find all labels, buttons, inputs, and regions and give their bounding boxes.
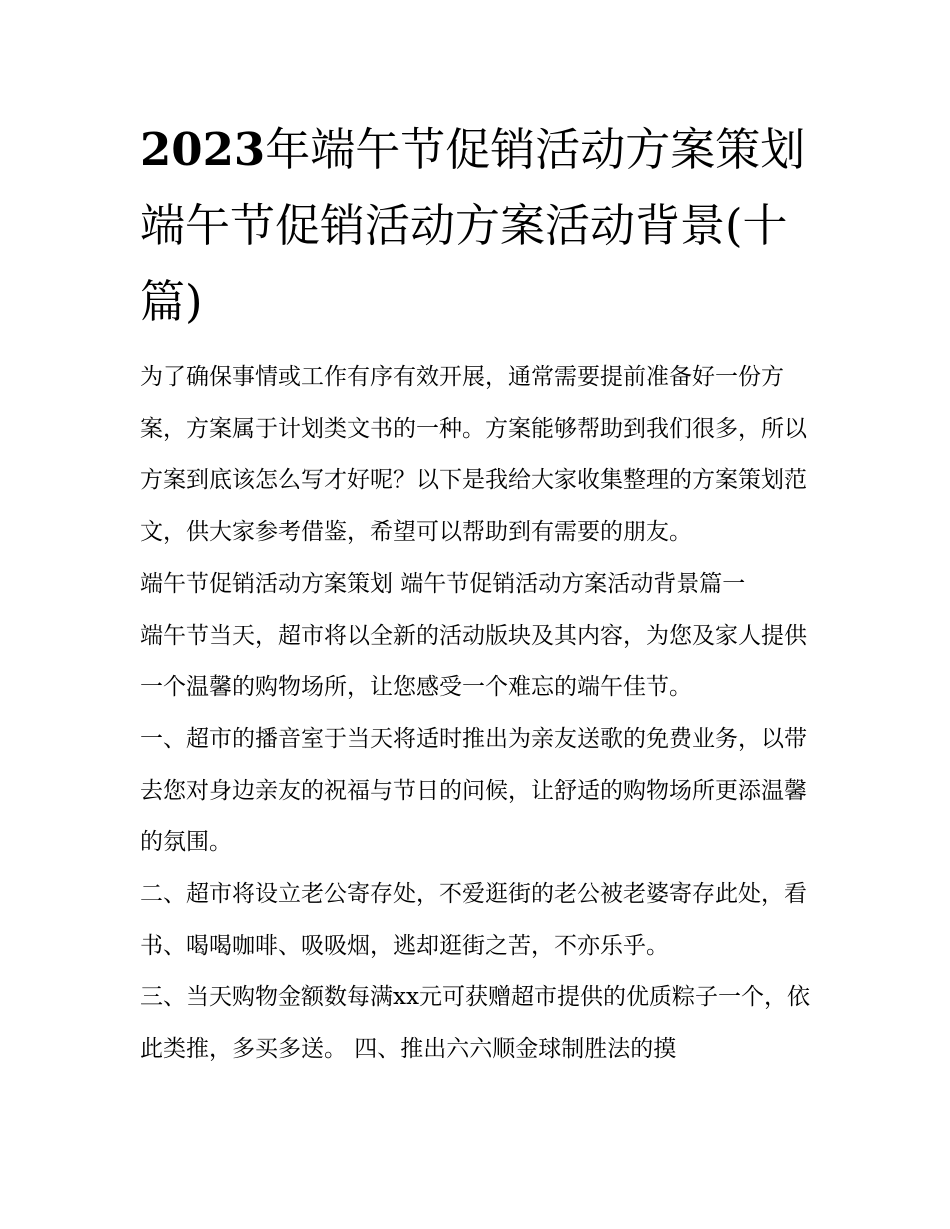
paragraph-section-heading: 端午节促销活动方案策划 端午节促销活动方案活动背景篇一: [140, 570, 746, 597]
paragraph-overview: 端午节当天，超市将以全新的活动版块及其内容，为您及家人提供一个温馨的购物场所，让您感受一个难忘的端午佳节。: [140, 622, 807, 701]
paragraph-item-1: 一、超市的播音室于当天将适时推出为亲友送歌的免费业务，以带去您对身边亲友的祝福与节日的问候，让舒适的购物场所更添温馨的氛围。: [140, 725, 807, 856]
document-body: [140, 352, 820, 1076]
title-year: 2023: [140, 123, 266, 176]
paragraph-item-2: 二、超市将设立老公寄存处，不爱逛街的老公被老婆寄存此处，看书、喝喝咖啡、吸吸烟，逃却逛街之苦，不亦乐乎。: [140, 881, 807, 959]
document-title: [140, 112, 820, 340]
paragraph-item-3: 三、当天购物金额数每满xx元可获赠超市提供的优质粽子一个，依此类推，多买多送。 四、推出六六顺金球制胜法的摸: [140, 984, 810, 1063]
title-text: 年端午节促销活动方案策划 端午节促销活动方案活动背景(十篇): [140, 123, 806, 328]
paragraph-intro: 为了确保事情或工作有序有效开展，通常需要提前准备好一份方案，方案属于计划类文书的一种。方案能够帮助到我们很多，所以方案到底该怎么写才好呢？以下是我给大家收集整理的方案策划范文，供大家参考借鉴，希望可以帮助到有需要的朋友。: [140, 364, 807, 546]
